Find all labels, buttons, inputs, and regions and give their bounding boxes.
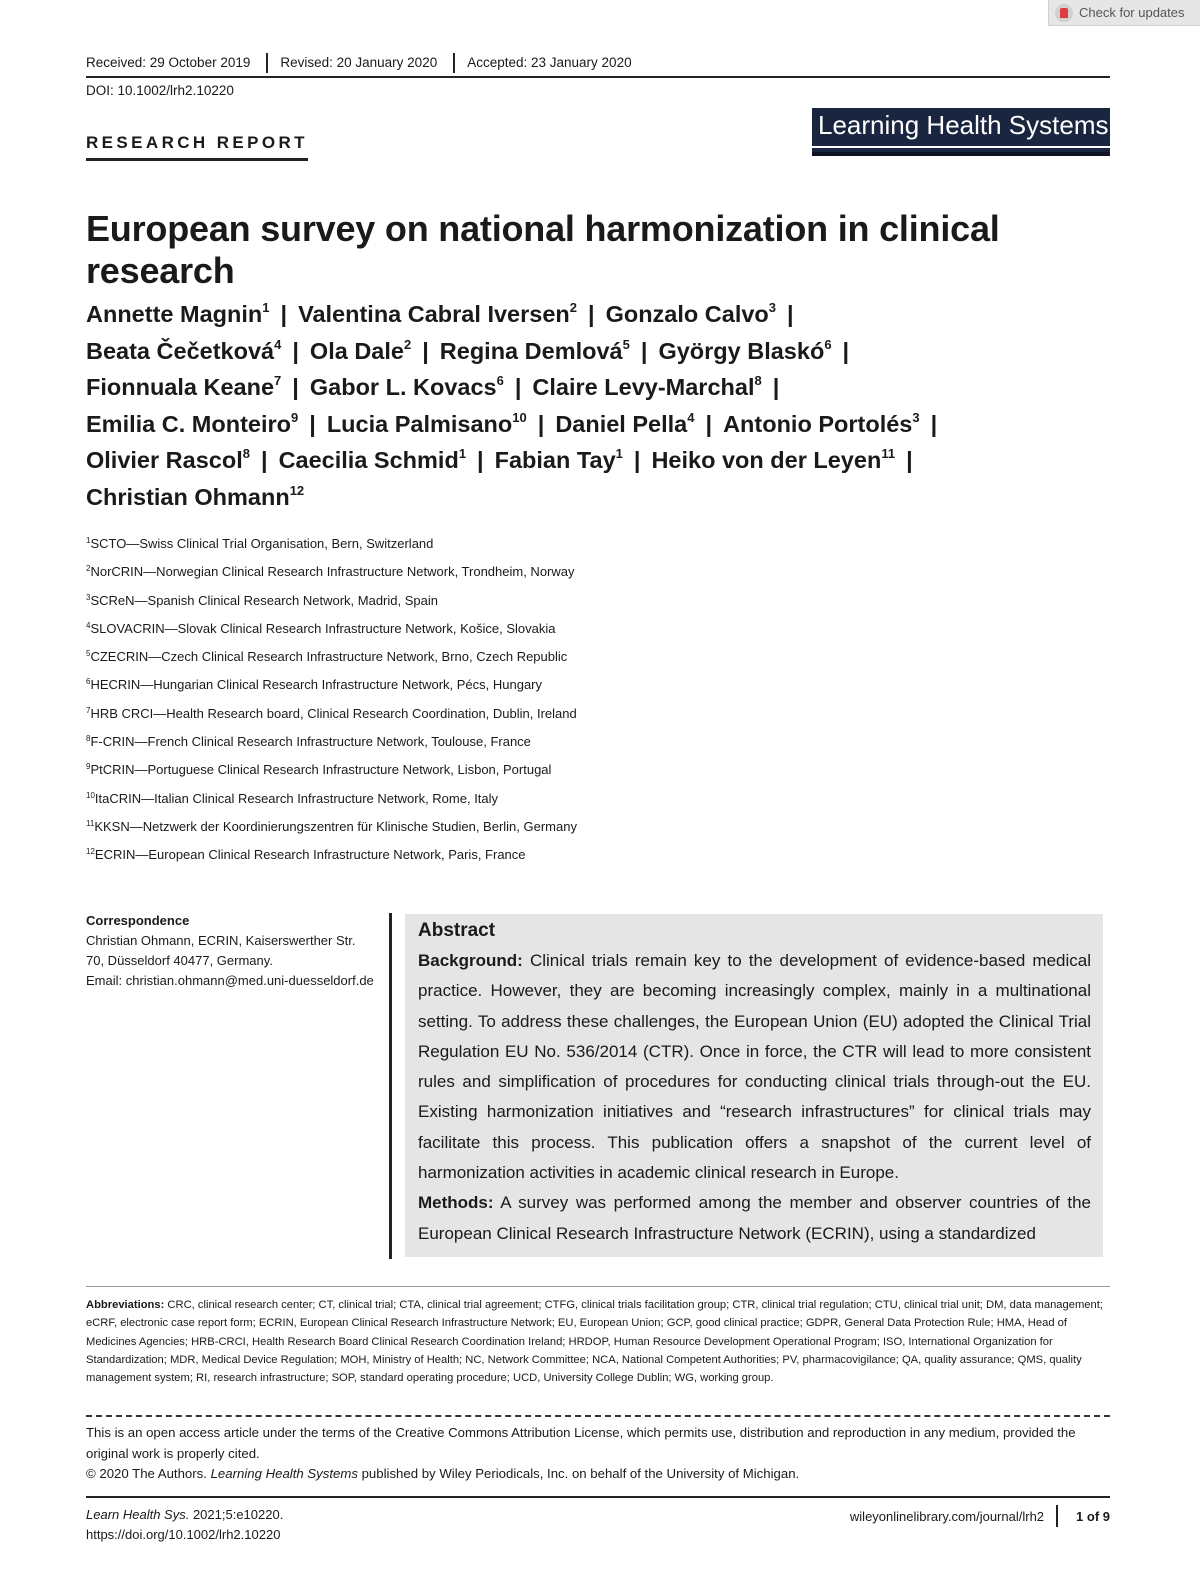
author-name-text: Valentina Cabral Iversen bbox=[298, 301, 570, 327]
journal-name: Learning Health Systems bbox=[818, 110, 1109, 140]
journal-logo-underline bbox=[812, 146, 1110, 148]
page-number: 1 of 9 bbox=[1076, 1508, 1110, 1524]
affiliation-number: 8 bbox=[86, 734, 91, 744]
author-name bbox=[723, 411, 920, 437]
affiliation-text: SCReN—Spanish Clinical Research Network, Madrid, Spain bbox=[90, 592, 438, 608]
affiliation-number: 12 bbox=[86, 847, 95, 857]
affiliation-item bbox=[86, 756, 577, 784]
author-name-text: György Blaskó bbox=[658, 337, 825, 364]
author-name bbox=[310, 374, 504, 400]
abbreviations-text: CRC, clinical research center; CT, clinical trial; CTA, clinical trial agreement; CTFG, clinical trials facilitation group; CTR, clinical trial regulation; CTU, clinical trial unit; DM, data management; eCRF, electronic case report form; ECRIN, European Clinical Research Infrastructure Network; EU, European Union; GCP, good clinical practice; GDPR, General Data Protection Rule; HMA, Head of Medicines Agencies; HRB-CRCI, Health Research Board Clinical Research Coordination Ireland; HRDOP, Human Resource Development Operational Program; ISO, International Organization for Standardization; MDR, Medical Device Regulation; MOH, Ministry of Health; NC, Network Committee; NCA, National Competent Authorities; PV, pharmacovigilance; QA, quality assurance; QMS, quality management system; RI, research infrastructure; SOP, standard operating procedure; UCD, University College Dublin; WG, working group. bbox=[86, 1299, 1103, 1385]
affiliation-text: KKSN—Netzwerk der Koordinierungszentren für Klinische Studien, Berlin, Germany bbox=[94, 818, 577, 834]
author-name-text: Annette Magnin bbox=[86, 301, 263, 327]
author-separator: | bbox=[772, 374, 780, 400]
correspondence-email[interactable]: Email: christian.ohmann@med.uni-duesseldorf.de bbox=[86, 973, 374, 988]
author-name-text: Claire Levy-Marchal bbox=[532, 374, 755, 400]
correspondence-heading: Correspondence bbox=[86, 913, 190, 928]
author-name bbox=[310, 338, 411, 364]
author-name-text: Emilia C. Monteiro bbox=[86, 410, 291, 437]
divider bbox=[1056, 1505, 1058, 1527]
affiliation-item bbox=[86, 643, 577, 671]
author-name bbox=[606, 301, 776, 327]
affiliation-number: 4 bbox=[86, 620, 91, 630]
dashed-divider bbox=[86, 1415, 1110, 1417]
author-name bbox=[555, 411, 694, 437]
footer-divider bbox=[86, 1496, 1110, 1498]
author-affiliation-marker: 10 bbox=[512, 409, 527, 425]
author-affiliation-marker: 1 bbox=[615, 446, 623, 461]
author-name-text: Antonio Portolés bbox=[723, 410, 913, 437]
footer-right bbox=[850, 1505, 1110, 1527]
license-text: This is an open access article under the terms of the Creative Commons Attribution License, which permits use, distribution and reproduction in any medium, provided the original work is properly cited. bbox=[86, 1425, 1076, 1461]
column-divider bbox=[389, 913, 392, 1259]
affiliation-text: SLOVACRIN—Slovak Clinical Research Infrastructure Network, Košice, Slovakia bbox=[90, 620, 556, 636]
author-name bbox=[495, 447, 623, 473]
author-name-text: Lucia Palmisano bbox=[326, 410, 513, 437]
doi-link[interactable]: https://doi.org/10.1002/lrh2.10220 bbox=[86, 1527, 281, 1542]
author-affiliation-marker: 2 bbox=[403, 336, 412, 352]
article-type: RESEARCH REPORT bbox=[86, 133, 308, 161]
author-affiliation-marker: 1 bbox=[458, 446, 467, 461]
abstract-box bbox=[405, 914, 1103, 1257]
divider bbox=[453, 53, 455, 73]
affiliation-item bbox=[86, 700, 577, 728]
copyright-pre: © 2020 The Authors. bbox=[86, 1466, 211, 1481]
author-name bbox=[658, 338, 831, 364]
affiliation-item bbox=[86, 530, 577, 558]
affiliation-number: 9 bbox=[86, 762, 91, 772]
affiliation-text: CZECRIN—Czech Clinical Research Infrastructure Network, Brno, Czech Republic bbox=[90, 649, 568, 665]
crossmark-icon bbox=[1055, 4, 1073, 22]
author-name-text: Daniel Pella bbox=[555, 410, 688, 437]
author-affiliation-marker: 3 bbox=[768, 300, 777, 315]
affiliation-item bbox=[86, 813, 577, 841]
affiliation-number: 11 bbox=[86, 818, 95, 828]
affiliation-number: 2 bbox=[86, 564, 91, 574]
author-name bbox=[86, 374, 281, 400]
author-separator: | bbox=[477, 447, 484, 473]
author-separator: | bbox=[787, 301, 794, 327]
author-name-text: Heiko von der Leyen bbox=[651, 447, 882, 473]
author-name-text: Regina Demlová bbox=[439, 337, 623, 364]
affiliation-number: 1 bbox=[86, 536, 91, 545]
affiliation-item bbox=[86, 841, 577, 869]
journal-website-link[interactable]: wileyonlinelibrary.com/journal/lrh2 bbox=[849, 1508, 1045, 1524]
author-name bbox=[86, 338, 281, 364]
author-separator: | bbox=[537, 410, 545, 437]
author-name bbox=[327, 411, 527, 437]
divider bbox=[266, 53, 268, 73]
journal-abbreviation: Learn Health Sys. bbox=[86, 1507, 190, 1522]
affiliation-item bbox=[86, 785, 577, 813]
author-separator: | bbox=[930, 410, 938, 437]
citation: 2021;5:e10220. bbox=[189, 1507, 284, 1522]
author-name bbox=[86, 411, 298, 437]
affiliation-list bbox=[86, 530, 577, 870]
affiliation-item bbox=[86, 558, 577, 586]
author-separator: | bbox=[705, 410, 713, 437]
affiliation-text: SCTO—Swiss Clinical Trial Organisation, Bern, Switzerland bbox=[90, 536, 434, 551]
author-name bbox=[440, 338, 630, 364]
abbreviations bbox=[86, 1296, 1110, 1387]
author-name-text: Caecilia Schmid bbox=[278, 447, 459, 473]
author-affiliation-marker: 7 bbox=[274, 373, 282, 388]
affiliation-text: ItaCRIN—Italian Clinical Research Infrastructure Network, Rome, Italy bbox=[94, 790, 499, 806]
author-name bbox=[86, 484, 304, 510]
abstract-background bbox=[418, 946, 1091, 1188]
author-name-text: Christian Ohmann bbox=[86, 483, 290, 510]
author-separator: | bbox=[633, 447, 641, 473]
correspondence-address-1: Christian Ohmann, ECRIN, Kaiserswerther Str. bbox=[86, 933, 356, 948]
affiliation-number: 6 bbox=[86, 677, 91, 687]
article-title: European survey on national harmonization in clinical research bbox=[86, 208, 1000, 291]
background-label: Background: bbox=[418, 951, 523, 970]
dates-bar bbox=[86, 55, 1110, 78]
author-name bbox=[651, 447, 895, 473]
author-separator: | bbox=[514, 374, 522, 400]
author-affiliation-marker: 8 bbox=[242, 446, 250, 461]
author-name-text: Olivier Rascol bbox=[86, 447, 243, 473]
doi[interactable]: DOI: 10.1002/lrh2.10220 bbox=[86, 83, 234, 98]
author-name-text: Fabian Tay bbox=[494, 447, 616, 473]
check-for-updates-label: Check for updates bbox=[1079, 5, 1185, 20]
methods-label: Methods: bbox=[418, 1193, 494, 1213]
affiliation-item bbox=[86, 615, 577, 643]
affiliation-text: PtCRIN—Portuguese Clinical Research Infrastructure Network, Lisbon, Portugal bbox=[90, 762, 552, 778]
affiliation-number: 10 bbox=[86, 790, 95, 800]
author-affiliation-marker: 6 bbox=[824, 336, 832, 352]
author-affiliation-marker: 4 bbox=[687, 409, 695, 425]
abstract-heading: Abstract bbox=[418, 920, 496, 941]
author-separator: | bbox=[587, 301, 595, 327]
author-separator: | bbox=[906, 447, 913, 473]
author-name-text: Ola Dale bbox=[309, 337, 404, 364]
author-affiliation-marker: 4 bbox=[274, 336, 282, 352]
author-separator: | bbox=[309, 410, 316, 437]
revised-date: Revised: 20 January 2020 bbox=[280, 55, 438, 70]
author-name-text: Gonzalo Calvo bbox=[605, 301, 769, 327]
author-separator: | bbox=[280, 301, 288, 327]
accepted-date: Accepted: 23 January 2020 bbox=[467, 55, 632, 70]
correspondence bbox=[86, 911, 382, 991]
copyright-post: published by Wiley Periodicals, Inc. on behalf of the University of Michigan. bbox=[357, 1466, 800, 1481]
author-affiliation-marker: 12 bbox=[289, 482, 305, 498]
author-name bbox=[86, 447, 250, 473]
author-name bbox=[279, 447, 466, 473]
received-date: Received: 29 October 2019 bbox=[86, 55, 251, 70]
affiliation-text: NorCRIN—Norwegian Clinical Research Infrastructure Network, Trondheim, Norway bbox=[90, 564, 575, 580]
author-separator: | bbox=[640, 337, 648, 364]
affiliation-item bbox=[86, 728, 577, 756]
affiliation-text: HECRIN—Hungarian Clinical Research Infrastructure Network, Pécs, Hungary bbox=[90, 677, 543, 693]
check-for-updates-button[interactable] bbox=[1048, 0, 1200, 26]
affiliation-number: 7 bbox=[86, 705, 91, 715]
author-affiliation-marker: 11 bbox=[881, 446, 896, 461]
affiliation-number: 5 bbox=[86, 649, 91, 659]
abbreviations-label: Abbreviations: bbox=[86, 1299, 165, 1311]
author-name bbox=[298, 301, 577, 327]
author-separator: | bbox=[842, 337, 850, 364]
affiliation-item bbox=[86, 587, 577, 615]
copyright-line bbox=[86, 1464, 1110, 1485]
author-separator: | bbox=[260, 447, 268, 473]
author-list bbox=[86, 296, 1116, 515]
author-separator: | bbox=[292, 374, 299, 400]
author-name bbox=[532, 374, 761, 400]
affiliation-number: 3 bbox=[86, 592, 91, 602]
author-affiliation-marker: 9 bbox=[291, 409, 299, 425]
author-affiliation-marker: 5 bbox=[622, 336, 630, 352]
author-separator: | bbox=[422, 337, 429, 364]
author-name-text: Gabor L. Kovacs bbox=[309, 374, 497, 400]
methods-text: A survey was performed among the member and observer countries of the European Clinical Research Infrastructure Network (ECRIN), using a standardized bbox=[418, 1193, 1091, 1243]
affiliation-text: ECRIN—European Clinical Research Infrastructure Network, Paris, France bbox=[94, 847, 526, 863]
author-name-text: Fionnuala Keane bbox=[86, 374, 275, 400]
license-notice bbox=[86, 1423, 1110, 1485]
author-name bbox=[86, 301, 269, 327]
divider bbox=[86, 1286, 1110, 1287]
background-text: Clinical trials remain key to the development of evidence-based medical practice. However, they are becoming increasingly complex, mainly in a multinational setting. To address these challenges, the European Union (EU) adopted the Clinical Trial Regulation EU No. 536/2014 (CTR). Once in force, the CTR will lead to more consistent rules and simplification of procedures for conducting clinical trials through-out the EU. Existing harmonization initiatives and “research infrastructures” for clinical trials may facilitate this process. This publication offers a snapshot of the current level of harmonization activities in academic clinical research in Europe. bbox=[418, 951, 1091, 1183]
footer-citation bbox=[86, 1505, 283, 1545]
correspondence-address-2: 70, Düsseldorf 40477, Germany. bbox=[86, 953, 273, 968]
affiliation-text: HRB CRCI—Health Research board, Clinical Research Coordination, Dublin, Ireland bbox=[90, 705, 577, 721]
author-affiliation-marker: 2 bbox=[569, 300, 577, 315]
author-affiliation-marker: 3 bbox=[912, 409, 920, 425]
author-affiliation-marker: 6 bbox=[496, 373, 504, 388]
author-affiliation-marker: 1 bbox=[262, 300, 270, 315]
journal-logo bbox=[812, 108, 1110, 156]
affiliation-item bbox=[86, 671, 577, 699]
author-separator: | bbox=[292, 337, 299, 364]
copyright-journal: Learning Health Systems bbox=[210, 1466, 358, 1481]
affiliation-text: F-CRIN—French Clinical Research Infrastructure Network, Toulouse, France bbox=[90, 734, 531, 750]
author-name-text: Beata Čečetková bbox=[86, 337, 275, 364]
citation-line bbox=[86, 1505, 283, 1525]
author-affiliation-marker: 8 bbox=[754, 373, 762, 388]
abstract-methods bbox=[418, 1188, 1091, 1249]
